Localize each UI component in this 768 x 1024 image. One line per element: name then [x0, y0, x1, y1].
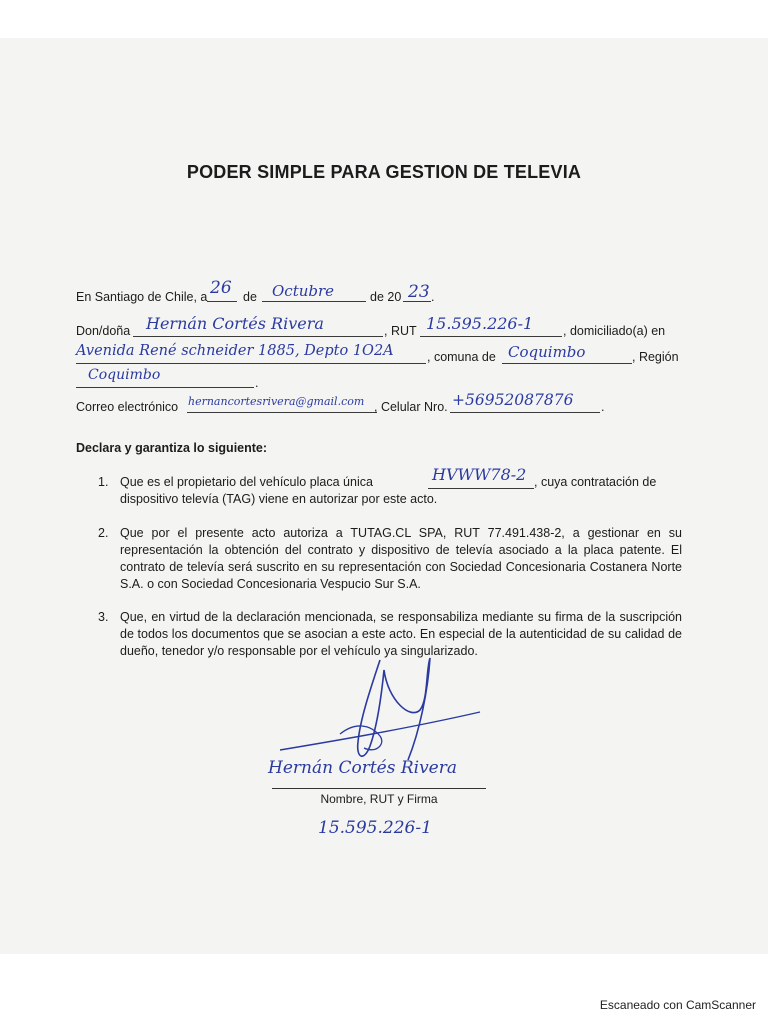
signature-label: Nombre, RUT y Firma	[320, 792, 438, 806]
region-end: .	[255, 376, 259, 390]
clause-1-number: 1.	[98, 475, 109, 489]
handwritten-address: Avenida René schneider 1885, Depto 1O2A	[76, 343, 394, 359]
scanner-watermark: Escaneado con CamScanner	[599, 998, 756, 1012]
date-end: .	[431, 290, 435, 304]
email-underline	[187, 412, 377, 413]
place-prefix: En Santiago de Chile, a	[76, 290, 208, 304]
domicilio-label: , domiciliado(a) en	[563, 324, 666, 338]
handwritten-email: hernancortesrivera@gmail.com	[188, 395, 365, 408]
comuna-label: , comuna de	[427, 350, 496, 364]
document-title: PODER SIMPLE PARA GESTION DE TELEVIA	[186, 162, 582, 182]
month-underline	[262, 301, 366, 302]
handwritten-name: Hernán Cortés Rivera	[146, 314, 324, 333]
de-label-2: de 20	[370, 290, 402, 304]
plate-underline	[428, 488, 534, 489]
email-label: Correo electrónico	[76, 400, 179, 414]
handwritten-day: 26	[210, 278, 232, 298]
clause-2-text: Que por el presente acto autoriza a TUTAG.CL SPA, RUT 77.491.438-2, a gestionar en su representación la obtención del contrato y dispositivo de televía asociado a la placa patente. El contrato de televía será suscrito en su representación con Sociedad Concesionaria Costanera Norte S.A. o con Sociedad Concesionaria Vespucio Sur S.A.	[120, 526, 682, 591]
clause-2-number: 2.	[98, 526, 109, 540]
clause-3-number: 3.	[98, 610, 109, 624]
rut-underline	[420, 336, 562, 337]
name-underline	[133, 336, 383, 337]
clause-2	[98, 525, 682, 595]
signature-line	[272, 788, 486, 789]
handwritten-year: 23	[408, 282, 430, 302]
don-label: Don/doña	[76, 324, 131, 338]
handwritten-signature-name: Hernán Cortés Rivera	[268, 758, 458, 778]
comuna-underline	[502, 363, 632, 364]
address-underline	[76, 363, 426, 364]
region-underline	[76, 387, 254, 388]
clause-1-text-b: , cuya contratación de	[534, 475, 657, 489]
clause-3-text: Que, en virtud de la declaración mencionada, se responsabiliza mediante su firma de la suscripción de todos los documentos que se asocian a este acto. En especial de la autenticidad de su calidad de dueño, tenedor y/o responsable por el vehículo ya singularizado.	[120, 610, 682, 658]
phone-end: .	[601, 400, 605, 414]
handwritten-signature-rut: 15.595.226-1	[318, 818, 432, 838]
handwritten-plate: HVWW78-2	[432, 465, 527, 484]
rut-label: , RUT	[384, 324, 417, 338]
handwritten-month: Octubre	[272, 282, 335, 300]
clause-1	[98, 465, 682, 510]
clause-1-text-c: dispositivo televía (TAG) viene en autorizar por este acto.	[120, 492, 438, 506]
declaration-heading: Declara y garantiza lo siguiente:	[76, 441, 268, 455]
day-underline	[207, 301, 237, 302]
handwritten-rut: 15.595.226-1	[426, 314, 534, 333]
phone-underline	[450, 412, 600, 413]
handwritten-phone: +56952087876	[452, 391, 574, 409]
clause-1-text-a: Que es el propietario del vehículo placa única	[120, 475, 373, 489]
celular-label: , Celular Nro.	[374, 400, 448, 414]
region-label: , Región	[632, 350, 679, 364]
handwritten-region: Coquimbo	[88, 367, 161, 383]
handwritten-comuna: Coquimbo	[508, 343, 586, 361]
de-label-1: de	[243, 290, 257, 304]
